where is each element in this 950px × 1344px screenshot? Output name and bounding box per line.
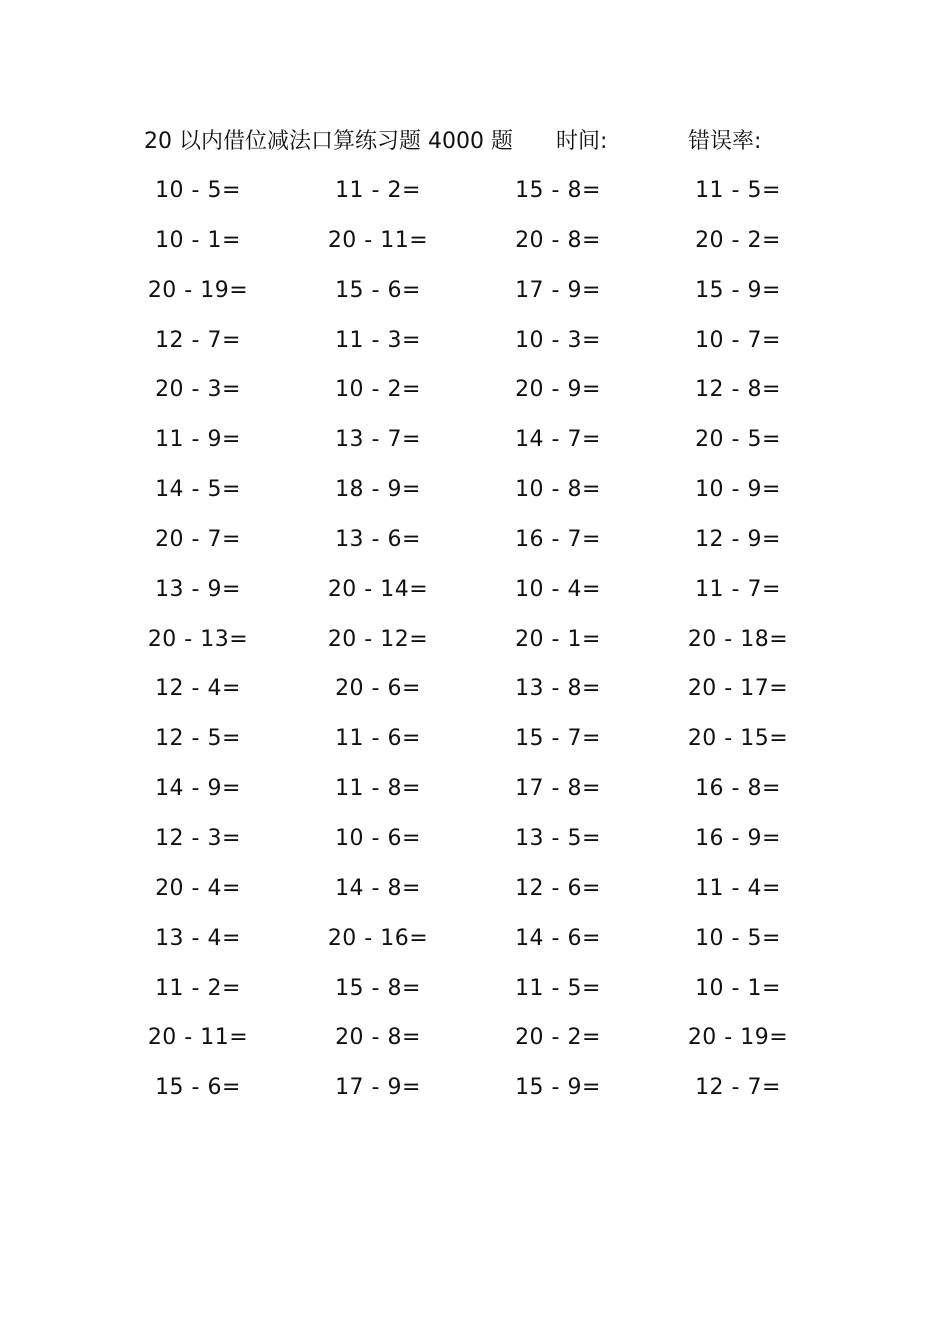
problem-item: 12 - 8= bbox=[695, 377, 781, 403]
problem-item: 12 - 9= bbox=[695, 526, 781, 552]
problem-item: 20 - 19= bbox=[147, 277, 249, 303]
problem-item: 15 - 6= bbox=[335, 277, 421, 303]
problem-item: 20 - 16= bbox=[327, 925, 429, 951]
time-label: 时间: bbox=[556, 129, 608, 154]
problem-item: 20 - 11= bbox=[327, 227, 429, 253]
problem-item: 20 - 12= bbox=[327, 626, 429, 652]
problem-item: 12 - 7= bbox=[155, 327, 241, 353]
problem-item: 17 - 8= bbox=[515, 776, 601, 802]
problem-item: 10 - 3= bbox=[515, 327, 601, 353]
problem-item: 20 - 11= bbox=[147, 1025, 249, 1051]
problem-item: 10 - 4= bbox=[515, 576, 601, 602]
problem-item: 10 - 9= bbox=[695, 477, 781, 503]
problem-item: 12 - 7= bbox=[695, 1075, 781, 1101]
problem-item: 12 - 3= bbox=[155, 825, 241, 851]
problem-item: 14 - 9= bbox=[155, 776, 241, 802]
problem-item: 12 - 4= bbox=[155, 676, 241, 702]
problem-item: 20 - 3= bbox=[155, 377, 241, 403]
problem-item: 11 - 2= bbox=[335, 178, 421, 203]
problem-item: 15 - 9= bbox=[695, 277, 781, 303]
problem-item: 13 - 8= bbox=[515, 676, 601, 702]
problem-item: 13 - 4= bbox=[155, 925, 241, 951]
problem-item: 16 - 9= bbox=[695, 825, 781, 851]
problem-item: 15 - 6= bbox=[155, 1075, 241, 1101]
problem-grid bbox=[108, 172, 828, 1119]
error-rate-label: 错误率: bbox=[688, 129, 762, 154]
problem-item: 17 - 9= bbox=[515, 277, 601, 303]
problem-item: 20 - 15= bbox=[687, 726, 789, 752]
problem-item: 10 - 1= bbox=[695, 975, 781, 1001]
problem-item: 13 - 5= bbox=[515, 825, 601, 851]
worksheet-title: 20 以内借位减法口算练习题 4000 题 bbox=[144, 129, 513, 154]
problem-item: 11 - 9= bbox=[155, 427, 241, 453]
problem-item: 10 - 8= bbox=[515, 477, 601, 503]
problem-item: 14 - 7= bbox=[515, 427, 601, 453]
header-row bbox=[144, 124, 824, 160]
problem-item: 20 - 19= bbox=[687, 1025, 789, 1051]
problem-item: 20 - 1= bbox=[515, 626, 601, 652]
problem-item: 20 - 7= bbox=[155, 526, 241, 552]
problem-item: 20 - 2= bbox=[695, 227, 781, 253]
problem-item: 10 - 7= bbox=[695, 327, 781, 353]
problem-item: 15 - 9= bbox=[515, 1075, 601, 1101]
problem-item: 14 - 5= bbox=[155, 477, 241, 503]
problem-item: 11 - 5= bbox=[515, 975, 601, 1001]
problem-item: 16 - 7= bbox=[515, 526, 601, 552]
problem-item: 11 - 6= bbox=[335, 726, 421, 752]
problem-item: 11 - 4= bbox=[695, 875, 781, 901]
problem-item: 11 - 5= bbox=[695, 178, 781, 203]
problem-item: 10 - 2= bbox=[335, 377, 421, 403]
problem-item: 17 - 9= bbox=[335, 1075, 421, 1101]
problem-item: 18 - 9= bbox=[335, 477, 421, 503]
problem-item: 16 - 8= bbox=[695, 776, 781, 802]
problem-item: 15 - 8= bbox=[515, 178, 601, 203]
problem-item: 20 - 14= bbox=[327, 576, 429, 602]
problem-item: 15 - 8= bbox=[335, 975, 421, 1001]
problem-item: 10 - 1= bbox=[155, 227, 241, 253]
problem-item: 13 - 7= bbox=[335, 427, 421, 453]
problem-item: 11 - 8= bbox=[335, 776, 421, 802]
problem-item: 20 - 4= bbox=[155, 875, 241, 901]
problem-item: 20 - 9= bbox=[515, 377, 601, 403]
problem-item: 20 - 5= bbox=[695, 427, 781, 453]
problem-item: 11 - 3= bbox=[335, 327, 421, 353]
problem-item: 20 - 13= bbox=[147, 626, 249, 652]
problem-item: 20 - 6= bbox=[335, 676, 421, 702]
problem-item: 20 - 8= bbox=[515, 227, 601, 253]
problem-item: 11 - 7= bbox=[695, 576, 781, 602]
problem-item: 20 - 18= bbox=[687, 626, 789, 652]
problem-item: 13 - 6= bbox=[335, 526, 421, 552]
problem-item: 11 - 2= bbox=[155, 975, 241, 1001]
problem-item: 20 - 17= bbox=[687, 676, 789, 702]
problem-item: 10 - 5= bbox=[695, 925, 781, 951]
problem-item: 14 - 8= bbox=[335, 875, 421, 901]
problem-item: 20 - 8= bbox=[335, 1025, 421, 1051]
problem-item: 14 - 6= bbox=[515, 925, 601, 951]
problem-item: 12 - 6= bbox=[515, 875, 601, 901]
problem-item: 15 - 7= bbox=[515, 726, 601, 752]
problem-item: 13 - 9= bbox=[155, 576, 241, 602]
problem-item: 12 - 5= bbox=[155, 726, 241, 752]
problem-item: 10 - 6= bbox=[335, 825, 421, 851]
problem-item: 20 - 2= bbox=[515, 1025, 601, 1051]
problem-item: 10 - 5= bbox=[155, 178, 241, 203]
